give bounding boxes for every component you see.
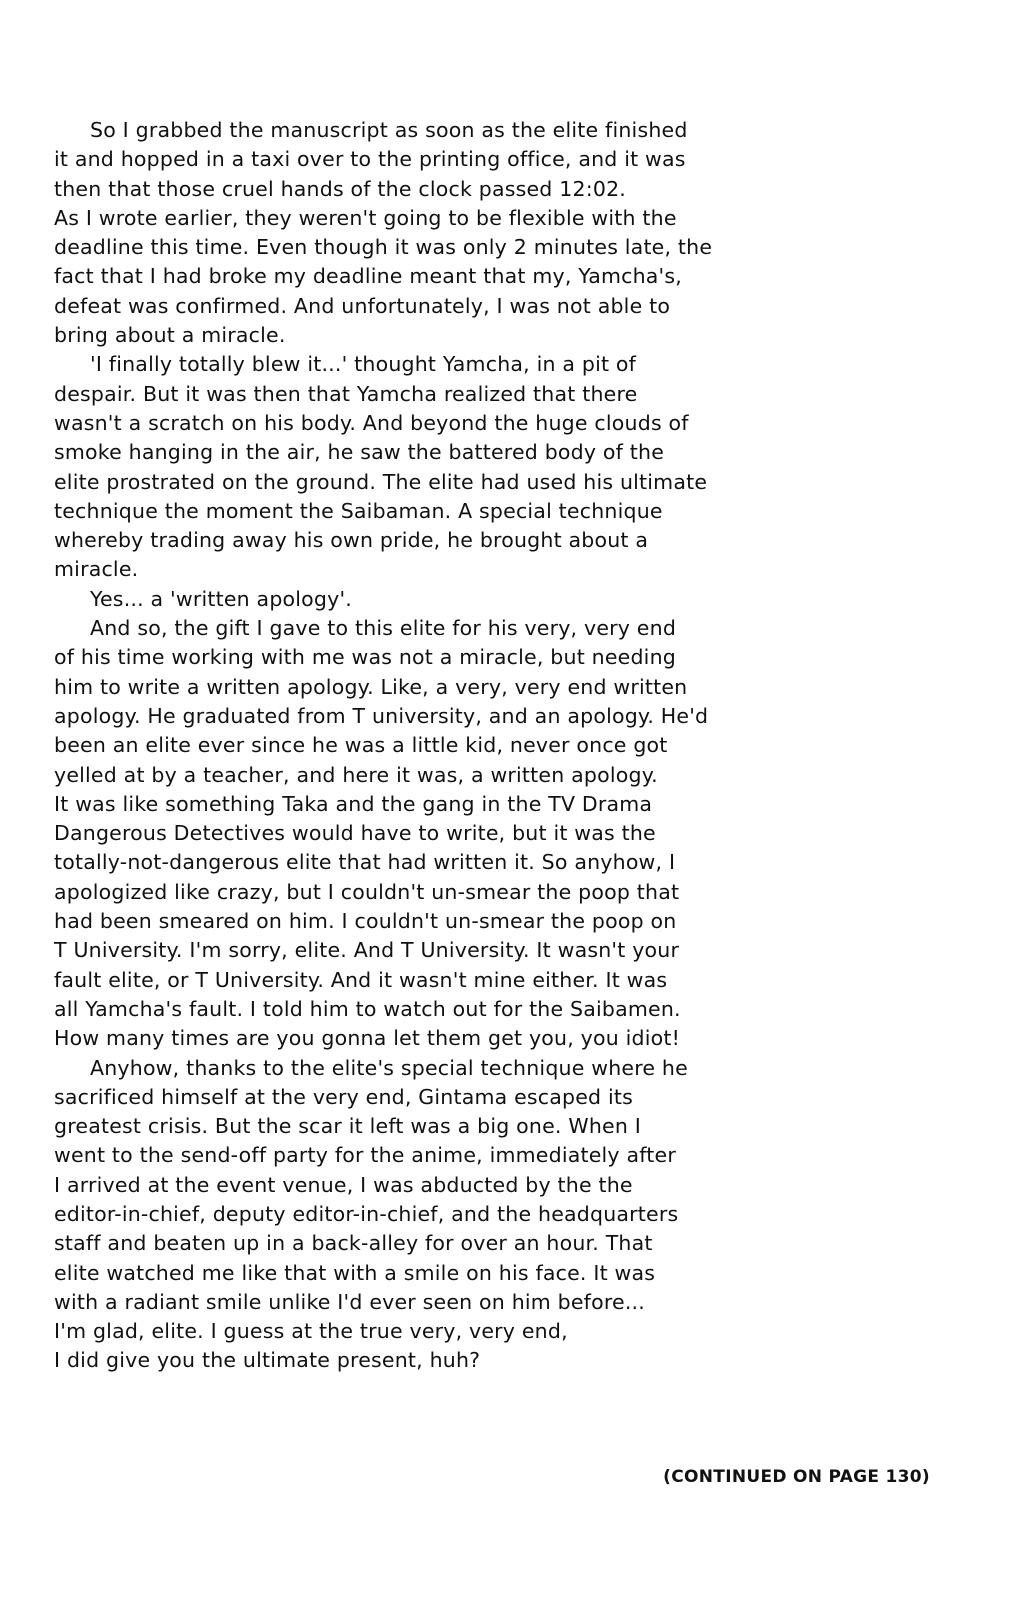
- text-line: wasn't a scratch on his body. And beyond the huge clouds of: [54, 410, 689, 435]
- text-line: yelled at by a teacher, and here it was, a written apology.: [54, 762, 658, 787]
- text-line: of his time working with me was not a miracle, but needing: [54, 645, 676, 670]
- text-line: bring about a miracle.: [54, 323, 286, 348]
- text-line: It was like something Taka and the gang in the TV Drama: [54, 791, 653, 816]
- text-line: fault elite, or T University. And it wasn't mine either. It was: [54, 967, 668, 992]
- text-line: had been smeared on him. I couldn't un-smear the poop on: [54, 909, 677, 934]
- text-line: sacrificed himself at the very end, Gintama escaped its: [54, 1084, 634, 1109]
- continued-note: (CONTINUED ON PAGE 130): [663, 1467, 930, 1487]
- text-line: whereby trading away his own pride, he brought about a: [54, 528, 649, 553]
- text-line: with a radiant smile unlike I'd ever seen on him before...: [54, 1289, 645, 1314]
- text-line: staff and beaten up in a back-alley for over an hour. That: [54, 1231, 653, 1256]
- text-line: apologized like crazy, but I couldn't un-smear the poop that: [54, 879, 680, 904]
- text-line: So I grabbed the manuscript as soon as the elite finished: [90, 118, 688, 142]
- text-line: miracle.: [54, 557, 139, 582]
- text-line: smoke hanging in the air, he saw the battered body of the: [54, 440, 665, 465]
- text-line: deadline this time. Even though it was only 2 minutes late, the: [54, 235, 713, 260]
- text-line: Yes... a 'written apology'.: [90, 586, 353, 611]
- text-line: T University. I'm sorry, elite. And T University. It wasn't your: [54, 938, 680, 963]
- text-line: As I wrote earlier, they weren't going to be flexible with the: [54, 205, 677, 230]
- text-line: I arrived at the event venue, I was abducted by the the: [54, 1172, 633, 1197]
- text-line: How many times are you gonna let them get you, you idiot!: [54, 1026, 681, 1051]
- text-line: editor-in-chief, deputy editor-in-chief, and the headquarters: [54, 1201, 679, 1226]
- text-line: then that those cruel hands of the clock passed 12:02.: [54, 176, 627, 201]
- text-line: all Yamcha's fault. I told him to watch out for the Saibamen.: [54, 996, 681, 1021]
- text-line: it and hopped in a taxi over to the printing office, and it was: [54, 147, 686, 172]
- text-line: I did give you the ultimate present, huh?: [54, 1348, 481, 1373]
- text-line: elite prostrated on the ground. The elite had used his ultimate: [54, 469, 708, 494]
- text-line: Anyhow, thanks to the elite's special technique where he: [90, 1055, 688, 1080]
- text-line: been an elite ever since he was a little kid, never once got: [54, 733, 668, 758]
- text-line: went to the send-off party for the anime, immediately after: [54, 1143, 676, 1168]
- text-line: despair. But it was then that Yamcha realized that there: [54, 381, 638, 406]
- text-line: defeat was confirmed. And unfortunately, I was not able to: [54, 293, 671, 318]
- text-line: fact that I had broke my deadline meant that my, Yamcha's,: [54, 264, 682, 289]
- body-text: [54, 116, 954, 1376]
- text-line: greatest crisis. But the scar it left was a big one. When I: [54, 1114, 641, 1139]
- text-line: him to write a written apology. Like, a very, very end written: [54, 674, 688, 699]
- text-line: 'I finally totally blew it...' thought Yamcha, in a pit of: [90, 352, 637, 377]
- text-line: totally-not-dangerous elite that had written it. So anyhow, I: [54, 850, 676, 875]
- text-line: And so, the gift I gave to this elite for his very, very end: [90, 616, 677, 641]
- text-line: elite watched me like that with a smile on his face. It was: [54, 1260, 656, 1285]
- text-line: Dangerous Detectives would have to write, but it was the: [54, 821, 656, 846]
- text-line: technique the moment the Saibaman. A special technique: [54, 498, 663, 523]
- text-line: apology. He graduated from T university, and an apology. He'd: [54, 703, 709, 728]
- text-line: I'm glad, elite. I guess at the true very, very end,: [54, 1319, 568, 1344]
